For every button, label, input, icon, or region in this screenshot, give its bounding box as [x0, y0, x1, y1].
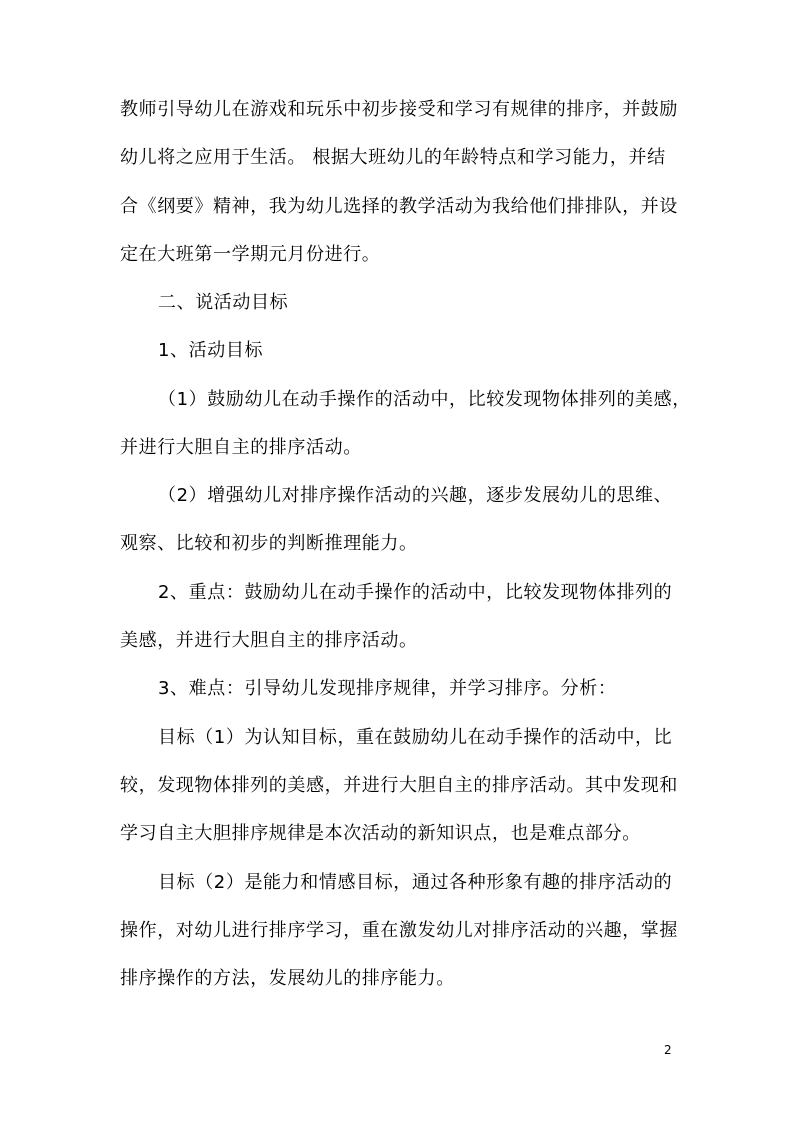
paragraph-line: 学习自主大胆排序规律是本次活动的新知识点，也是难点部分。: [120, 823, 641, 844]
paragraph-line: （1）鼓励幼儿在动手操作的活动中，比较发现物体排列的美感，: [158, 389, 691, 410]
paragraph-line: 教师引导幼儿在游戏和玩乐中初步接受和学习有规律的排序，并鼓励: [120, 99, 678, 120]
paragraph-line: 目标（2）是能力和情感目标，通过各种形象有趣的排序活动的: [158, 872, 673, 893]
paragraph-line: 美感，并进行大胆自主的排序活动。: [120, 630, 418, 651]
paragraph-line: 3、难点：引导幼儿发现排序规律，并学习排序。分析：: [158, 678, 617, 699]
section-heading: 二、说活动目标: [158, 292, 289, 313]
paragraph-line: 2、重点：鼓励幼儿在动手操作的活动中，比较发现物体排列的: [158, 582, 673, 603]
paragraph-line: 较，发现物体排列的美感，并进行大胆自主的排序活动。其中发现和: [120, 775, 678, 796]
paragraph-line: 幼儿将之应用于生活。 根据大班幼儿的年龄特点和学习能力，并结: [120, 147, 666, 168]
paragraph-line: 排序操作的方法，发展幼儿的排序能力。: [120, 968, 455, 989]
paragraph-line: 目标（1）为认知目标，重在鼓励幼儿在动手操作的活动中，比: [158, 727, 673, 748]
paragraph-line: 定在大班第一学期元月份进行。: [120, 244, 381, 265]
subsection-heading: 1、活动目标: [158, 340, 264, 361]
paragraph-line: 合《纲要》精神，我为幼儿选择的教学活动为我给他们排排队，并设: [120, 196, 678, 217]
paragraph-line: 并进行大胆自主的排序活动。: [120, 437, 362, 458]
page-number: 2: [664, 1043, 672, 1057]
paragraph-line: （2）增强幼儿对排序操作活动的兴趣，逐步发展幼儿的思维、: [158, 485, 673, 506]
paragraph-line: 观察、比较和初步的判断推理能力。: [120, 533, 418, 554]
paragraph-line: 操作，对幼儿进行排序学习，重在激发幼儿对排序活动的兴趣，掌握: [120, 920, 678, 941]
